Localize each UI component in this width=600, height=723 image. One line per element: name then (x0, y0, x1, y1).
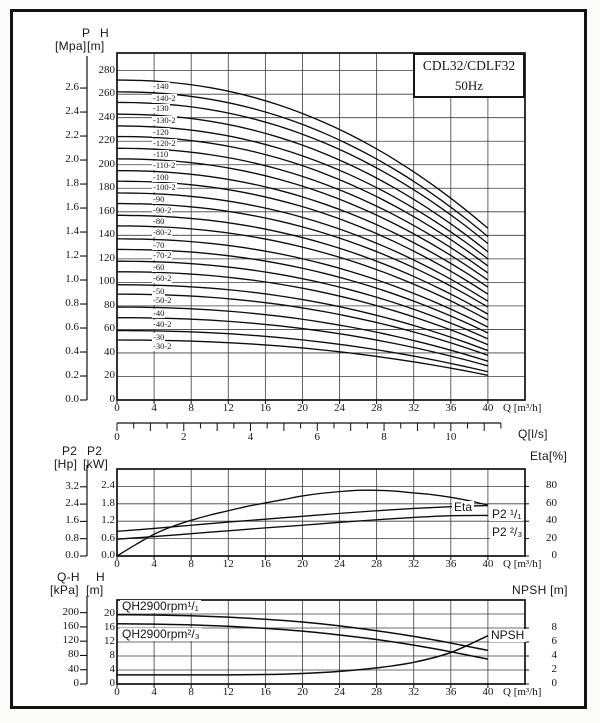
eta-axis-label: Eta[%] (530, 449, 568, 463)
power-x-tick-label: 20 (296, 558, 308, 570)
power-hp-axis-unit: [Hp] (54, 457, 78, 471)
main-x-tick-label: 8 (188, 402, 194, 414)
ls-tick-label: 10 (445, 431, 457, 443)
ls-tick-label: 8 (381, 431, 387, 443)
npsh-chart-qh-axis-name: Q-H (57, 570, 80, 584)
curve-label: -110 (153, 149, 169, 160)
eta-tick-label: 60 (546, 496, 557, 509)
npsh-x-tick-label: 4 (151, 686, 157, 698)
main-x-axis-label: Q [m³/h] (503, 402, 542, 414)
curve-label: -30 (153, 331, 165, 342)
npsh-tick-label: 4 (551, 649, 557, 661)
kw-tick-label: 1.8 (101, 496, 115, 509)
main-x2-axis-label: Q[l/s] (518, 427, 548, 441)
npsh-tick-label: 8 (551, 621, 557, 633)
qh-full-series-label: QH2900rpm¹/₁ (122, 599, 199, 613)
main-x-tick-label: 40 (482, 402, 494, 414)
curve-label: -90 (153, 193, 165, 204)
power-x-tick-label: 40 (482, 558, 494, 570)
kpa-tick-label: 120 (62, 634, 79, 647)
qh-reduced-series-label: QH2900rpm²/₃ (122, 627, 200, 641)
npsh-x-tick-label: 16 (259, 686, 271, 698)
p-tick-label: 2.4 (65, 105, 79, 118)
ls-tick-label: 2 (181, 431, 187, 443)
kw-tick-label: 0.0 (101, 549, 115, 561)
curve-label: -100 (153, 171, 169, 182)
p-tick-label: 2.0 (65, 153, 79, 166)
p-tick-label: 0.4 (65, 345, 79, 357)
h-tick-label: 220 (98, 134, 115, 147)
h-tick-label: 240 (98, 110, 115, 123)
power-x-tick-label: 16 (259, 558, 271, 570)
main-x-tick-label: 16 (259, 402, 271, 414)
m-tick-label: 12 (104, 635, 115, 647)
m-tick-label: 20 (104, 607, 115, 619)
npsh-chart-kpa-axis-unit: [kPa] (50, 583, 79, 597)
npsh-axis-label: NPSH [m] (512, 583, 568, 597)
curve-label: -40-2 (153, 318, 172, 329)
curve-label: -130 (153, 103, 169, 114)
power-x-tick-label: 28 (371, 558, 383, 570)
npsh-x-tick-label: 32 (408, 686, 420, 698)
eta-tick-label: 20 (546, 531, 557, 544)
p-tick-label: 1.6 (65, 201, 79, 214)
curve-label: -120-2 (153, 137, 176, 148)
curve-label: -60 (153, 262, 165, 273)
curve-label: -60-2 (153, 272, 172, 283)
eta-tick-label: 80 (546, 479, 557, 492)
curve-label: -140-2 (153, 92, 176, 103)
main-x-tick-label: 12 (222, 402, 234, 414)
npsh-tick-label: 2 (551, 663, 557, 675)
h-tick-label: 20 (104, 369, 115, 382)
hp-tick-label: 2.4 (65, 497, 79, 510)
chart-title-box (413, 53, 525, 98)
npsh-x-tick-label: 20 (296, 686, 308, 698)
power-kw-axis-unit: [kW] (83, 457, 109, 471)
p2-reduced-series-label: P2 ²/₃ (492, 525, 523, 539)
p-tick-label: 2.6 (65, 81, 79, 94)
main-x-tick-label: 28 (371, 402, 383, 414)
power-x-tick-label: 32 (408, 558, 420, 570)
kpa-tick-label: 80 (68, 648, 79, 661)
h-tick-label: 160 (98, 204, 115, 217)
npsh-tick-label: 6 (551, 635, 557, 647)
curve-label: -30-2 (153, 341, 172, 351)
power-x-tick-label: 36 (445, 558, 457, 570)
eta-tick-label: 40 (546, 514, 557, 527)
h-tick-label: 140 (98, 228, 115, 241)
npsh-chart-m-axis-unit: [m] (86, 583, 104, 597)
h-tick-label: 80 (104, 298, 115, 311)
power-x-tick-label: 0 (114, 558, 120, 570)
power-hp-axis-name: P2 (62, 444, 78, 458)
h-tick-label: 0 (109, 393, 115, 405)
h-tick-label: 100 (98, 275, 115, 288)
kpa-tick-label: 200 (62, 605, 79, 618)
curve-label: -110-2 (153, 159, 176, 170)
ls-tick-label: 4 (247, 431, 254, 443)
ls-tick-label: 0 (114, 431, 120, 443)
power-x-tick-label: 4 (151, 558, 157, 570)
p-tick-label: 1.0 (65, 273, 79, 286)
main-x-tick-label: 20 (296, 402, 308, 414)
curve-label: -70 (153, 239, 165, 250)
h-tick-label: 280 (98, 63, 115, 76)
hp-tick-label: 1.6 (65, 514, 79, 527)
curve-label: -80 (153, 216, 165, 227)
main-x-tick-label: 0 (114, 402, 120, 414)
curve-label: -130-2 (153, 115, 176, 126)
npsh-chart-h-axis-name: H (96, 570, 105, 584)
curve-label: -80-2 (153, 226, 172, 237)
frequency-label: 50Hz (454, 78, 484, 93)
power-x-axis-label: Q [m³/h] (503, 558, 542, 570)
h-tick-label: 120 (98, 251, 115, 264)
p-tick-label: 0.8 (65, 297, 79, 310)
m-tick-label: 4 (109, 663, 115, 675)
power-x-tick-label: 12 (222, 558, 234, 570)
p-tick-label: 1.8 (65, 177, 79, 190)
npsh-series-label: NPSH (491, 628, 525, 642)
p-tick-label: 0.6 (65, 321, 79, 333)
npsh-x-tick-label: 36 (445, 686, 457, 698)
npsh-x-tick-label: 40 (482, 686, 494, 698)
kpa-tick-label: 40 (68, 662, 79, 675)
main-x-tick-label: 24 (334, 402, 346, 414)
p-tick-label: 1.4 (65, 225, 79, 238)
kw-tick-label: 2.4 (101, 479, 115, 492)
ls-tick-label: 6 (314, 431, 321, 443)
main-x-tick-label: 36 (445, 402, 457, 414)
h-tick-label: 180 (98, 181, 115, 194)
curve-label: -100-2 (153, 182, 176, 193)
p-tick-label: 0.0 (65, 393, 79, 405)
kpa-tick-label: 0 (73, 677, 79, 689)
m-tick-label: 8 (109, 649, 115, 661)
main-p-axis-name: P (82, 26, 91, 40)
hp-tick-label: 0.0 (65, 549, 79, 561)
hp-tick-label: 3.2 (65, 479, 79, 492)
npsh-x-tick-label: 8 (188, 686, 194, 698)
kw-tick-label: 1.2 (101, 514, 115, 527)
curve-label: -40 (153, 308, 165, 319)
m-tick-label: 16 (104, 621, 115, 633)
curve-label: -70-2 (153, 250, 172, 261)
kpa-tick-label: 160 (62, 619, 79, 632)
h-tick-label: 60 (104, 322, 115, 335)
curve-label: -50 (153, 285, 165, 296)
npsh-x-tick-label: 28 (371, 686, 383, 698)
curve-label: -90-2 (153, 204, 172, 215)
curve-label: -140 (153, 81, 169, 92)
main-h-axis-unit: [m] (87, 39, 105, 53)
curve-label: -120 (153, 126, 169, 137)
eta-series-label: Eta (454, 500, 473, 514)
main-h-axis-name: H (100, 26, 109, 40)
kw-tick-label: 0.6 (101, 531, 115, 544)
p-tick-label: 0.2 (65, 369, 79, 381)
h-tick-label: 40 (104, 345, 115, 358)
npsh-tick-label: 0 (551, 677, 557, 689)
main-x-tick-label: 32 (408, 402, 420, 414)
main-p-axis-unit: [Mpa] (55, 39, 87, 53)
p-tick-label: 1.2 (65, 249, 79, 262)
power-x-tick-label: 8 (188, 558, 194, 570)
power-kw-axis-name: P2 (87, 444, 103, 458)
pump-model-title: CDL32/CDLF32 (422, 58, 516, 73)
p-tick-label: 2.2 (65, 129, 79, 142)
p2-full-series-label: P2 ¹/₁ (492, 507, 522, 521)
curve-label: -50-2 (153, 295, 172, 306)
npsh-x-tick-label: 12 (222, 686, 234, 698)
npsh-x-tick-label: 24 (334, 686, 346, 698)
m-tick-label: 0 (109, 677, 115, 689)
h-tick-label: 200 (98, 157, 115, 170)
eta-tick-label: 0 (551, 549, 557, 561)
npsh-x-axis-label: Q [m³/h] (503, 686, 542, 698)
main-x-tick-label: 4 (151, 402, 157, 414)
npsh-x-tick-label: 0 (114, 686, 120, 698)
hp-tick-label: 0.8 (65, 531, 79, 544)
power-x-tick-label: 24 (334, 558, 346, 570)
h-tick-label: 260 (98, 87, 115, 100)
